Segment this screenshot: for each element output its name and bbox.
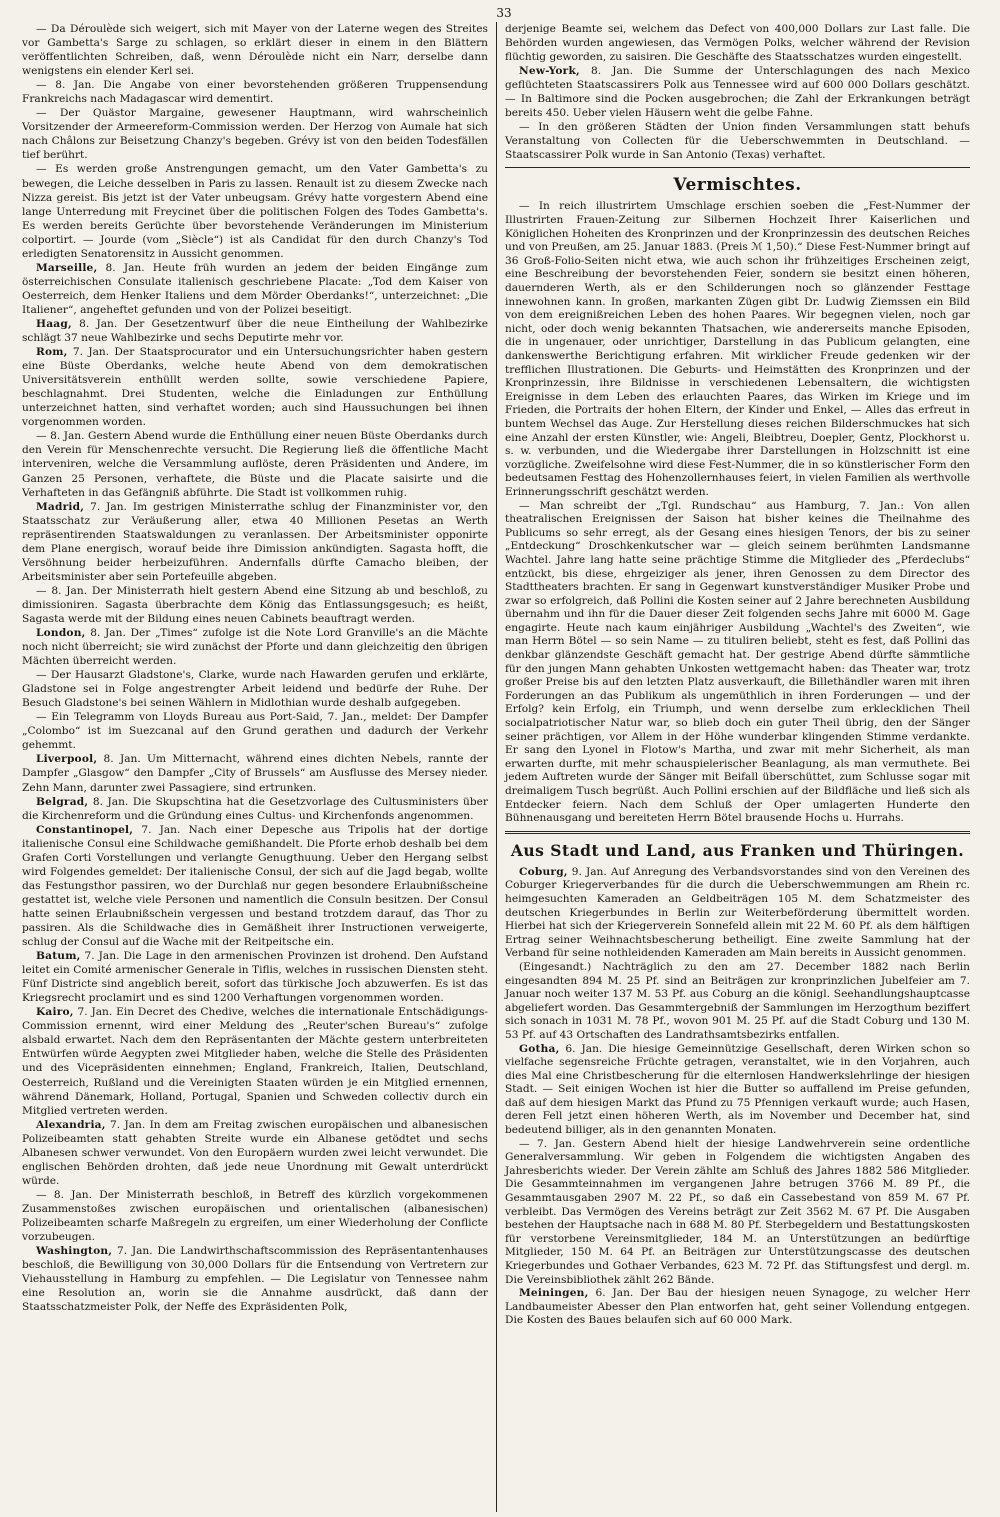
dateline-place: New-York,: [519, 65, 580, 78]
dateline-place: Marseille,: [36, 261, 98, 274]
dispatch-text: 6. Jan. Der Bau der hiesigen neuen Synagoge, zu welcher Herr Landbaumeister Abesser den Plan entworfen hat, geht seiner Vollendung entgegen. Die Kosten des Baues belaufen sich auf 60 000 Mark.: [505, 1287, 970, 1327]
dispatch-text: 7. Jan. Die Landwirthschaftscommission des Repräsentantenhauses beschloß, die Bewilligung von 30,000 Dollars für die Entsendung von Vertretern zur Viehausstellung in Hamburg zu empfehlen. — Die Legislatur von Tennessee nahm eine Resolution an, worin sie die Annahme ausdrückt, daß dann der Staatsschatzmeister Polk, der Neffe des Expräsidenten Polk,: [22, 1245, 488, 1314]
dateline-place: Madrid,: [36, 500, 85, 513]
section-divider: [505, 167, 970, 168]
dateline-place: Rom,: [36, 346, 68, 359]
article-paragraph: — 7. Jan. Gestern Abend hielt der hiesige Landwehrverein seine ordentliche Generalversammlung. Wir geben in Folgendem die wichtigsten Angaben des Jahresberichts wieder. Der Verein zählte am Schluß des Jahres 1882 586 Mitglieder. Die Gesammteinnahmen im vergangenen Jahre betrugen 3766 M. 89 Pf., die Gesammtausgaben 2907 M. 22 Pf., so daß ein Cassebestand von 859 M. 67 Pf. verbleibt. Das Vermögen des Vereins beträgt zur Zeit 3562 M. 67 Pf. Die Ausgaben bestehen der Hauptsache nach in 688 M. 80 Pf. Sterbegeldern und Bestattungskosten für verstorbene Vereinsmitglieder, 184 M. an Unterstützungen an bedürftige Mitglieder, 150 M. 64 Pf. an Beiträgen zur Unterstützungscasse des deutschen Kriegerbundes und Gothaer Verbandes, 623 M. 72 Pf. das Stiftungsfest und dergl. m. Die Vereinsbibliothek zählt 262 Bände.: [505, 1137, 970, 1286]
dispatch-kairo: [22, 1005, 488, 1117]
dispatch-london: [22, 626, 488, 668]
dispatch-gotha: [505, 1043, 970, 1138]
article-paragraph: — Der Quästor Margaine, gewesener Hauptmann, wird wahrscheinlich Vorsitzender der Armeereform-Commission werden. Der Herzog von Aumale hat sich nach Châlons zur Beisetzung Chanzy's begeben. Grévy ist von den beiden Todesfällen tief berührt.: [22, 107, 488, 162]
dispatch-madrid: [22, 500, 488, 584]
dispatch-coburg: [505, 866, 970, 961]
article-paragraph: — Da Déroulède sich weigert, sich mit Mayer von der Laterne wegen des Streites vor Gambetta's Sarge zu schlagen, so erklärt dieser in einem in den Blättern veröffentlichten Schreiben, daß, wenn Déroulède nicht ein Narr, derselbe dann wenigstens ein elender Kerl sei.: [22, 23, 488, 78]
article-paragraph: — In reich illustrirtem Umschlage erschien soeben die „Fest-Nummer der Illustrirten Frauen-Zeitung zur Silbernen Hochzeit Ihrer Kaiserlichen und Königlichen Hoheiten des Kronprinzen und der Kronprinzessin des deutschen Reiches und von Preußen, am 25. Januar 1883. (Preis ℳ 1,50).“ Diese Fest-Nummer bringt auf 36 Groß-Folio-Seiten nicht etwa, wie auch schon ihr frühzeitiges Erscheinen zeigt, eine Beschreibung der bevorstehenden Feier, sondern sie besitzt einen höheren, dauernderen Werth, als er den Schilderungen noch so glänzender Festtage innewohnen kann. In großen, markanten Zügen gibt Dr. Ludwig Ziemssen ein Bild von dem ereignißreichen Leben des hohen Paares. Wir begegnen vielen, noch gar nicht, oder doch wenig bekannten Thatsachen, wie andererseits manche Episoden, die in ungenauer, oder unrichtiger, Darstellung in das Publicum gelangten, eine dankenswerthe Berichtigung erfahren. Mit wirklicher Freude gedenken wir der trefflichen Illustrationen. Die Geburts- und Heimstätten des Kronprinzen und der Kronprinzessin, ihre Bildnisse in verschiedenen Lebensaltern, die wichtigsten Ereignisse in dem Leben des erlauchten Paares, das Wirken im Kriege und im Frieden, die Portraits der hohen Eltern, der Kinder und Enkel, — Alles das erfreut in buntem Wechsel das Auge. Zur Herstellung dieses reichen Bilderschmuckes hat sich eine Anzahl der ersten Künstler, wie: Angeli, Bleibtreu, Doepler, Gentz, Plockhorst u. s. w. verbunden, und die Wiedergabe ihrer Darstellungen in Holzschnitt ist eine vorzügliche. Zweifelsohne wird diese Fest-Nummer, die in so künstlerischer Form den bedeutsamen Festtag des Hohenzollernhauses feiert, in vielen Familien als werthvolle Erinnerungsschrift geschätzt werden.: [505, 200, 970, 498]
dispatch-liverpool: [22, 752, 488, 794]
dateline-place: Washington,: [36, 1245, 113, 1258]
dispatch-rom: [22, 345, 488, 429]
dispatch-newyork: [505, 64, 970, 120]
dateline-place: Coburg,: [519, 865, 568, 878]
dispatch-alexandria: [22, 1118, 488, 1188]
article-paragraph: — 8. Jan. Die Angabe von einer bevorstehenden größeren Truppensendung Frankreichs nach Madagascar wird dementirt.: [22, 79, 488, 106]
section-title-stadt-und-land: Aus Stadt und Land, aus Franken und Thüringen.: [510, 840, 965, 860]
article-paragraph: — In den größeren Städten der Union finden Versammlungen statt behufs Veranstaltung von Collecten für die Ueberschwemmten in Deutschland. — Staatscassirer Polk wurde in San Antonio (Texas) verhaftet.: [505, 121, 970, 162]
article-paragraph: — Ein Telegramm von Lloyds Bureau aus Port-Said, 7. Jan., meldet: Der Dampfer „Colombo“ ist im Suezcanal auf den Grund gerathen und dadurch der Verkehr gehemmt.: [22, 711, 488, 752]
dispatch-text: 8. Jan. Heute früh wurden an jedem der beiden Eingänge zum österreichischen Consulate italienisch geschriebene Placate: „Tod dem Kaiser von Oesterreich, dem Henker Italiens und dem Mörder Oberdanks!“, unterzeichnet: „Die Italiener“, angeheftet gefunden und von der Polizei beseitigt.: [22, 261, 488, 316]
dateline-place: Batum,: [36, 950, 81, 963]
dateline-place: Kairo,: [36, 1006, 74, 1019]
right-column: [496, 22, 970, 1512]
dateline-place: Meiningen,: [519, 1287, 589, 1300]
dispatch-text: 8. Jan. Der Gesetzentwurf über die neue Eintheilung der Wahlbezirke schlägt 37 neue Wahlbezirke und sechs Deputirte mehr vor.: [22, 317, 488, 345]
columns: [22, 22, 986, 1512]
section-divider: [505, 831, 970, 834]
dateline-place: Gotha,: [519, 1042, 560, 1055]
dispatch-text: 9. Jan. Auf Anregung des Verbandsvorstandes sind von den Vereinen des Coburger Kriegerverbandes für die durch die Ueberschwemmungen am Rhein rc. heimgesuchten Kameraden an Geldbeiträgen 105 M. dem Schatzmeister des deutschen Kriegerbundes in Berlin zur Weiterbeförderung übermittelt worden. Hierbei hat sich der Kriegerverein Sonnefeld allein mit 22 M. 60 Pf. als dem hälftigen Ertrag seiner Weihnachtsbescherung betheiligt. Eine zweite Sammlung hat der Verband für seine nothleidenden Kameraden am Main bereits in Aussicht genommen.: [505, 865, 970, 960]
article-paragraph: (Eingesandt.) Nachträglich zu den am 27. December 1882 nach Berlin eingesandten 894 M. 25 Pf. sind an Beiträgen zur kronprinzlichen Jubelfeier am 7. Januar noch weiter 137 M. 53 Pf. aus Coburg an die königl. Seehandlungshauptcasse abgeliefert worden. Das Gesammtergebniß der Sammlungen im Herzogthum beziffert sich sonach in 1031 M. 78 Pf., wovon 901 M. 25 Pf. auf die Stadt Coburg und 130 M. 53 Pf. auf 43 Ortschaften des Landrathsamtsbezirks entfallen.: [505, 960, 970, 1041]
dispatch-text: 7. Jan. Ein Decret des Chedive, welches die internationale Entschädigungs-Commission ernennt, wird einer Meldung des „Reuter'schen Bureau's“ zufolge alsbald erwartet. Nach dem den Repräsentanten der Mächte gestern unterbreiteten Entwürfen würde Aegypten zwei Mitglieder haben, welche die Stelle des Präsidenten und des Vicepräsidenten einnehmen; England, Frankreich, Italien, Deutschland, Oesterreich, Rußland und die Vereinigten Staaten würden je ein Mitglied ernennen, während Dänemark, Holland, Portugal, Spanien und Schweden collectiv durch ein Mitglied vertreten werden.: [22, 1006, 488, 1117]
dispatch-text: 8. Jan. Um Mitternacht, während eines dichten Nebels, rannte der Dampfer „Glasgow“ den Dampfer „City of Brussels“ am Ausflusse des Mersey nieder. Zehn Mann, darunter zwei Passagiere, sind ertrunken.: [22, 753, 488, 794]
article-paragraph: — 8. Jan. Gestern Abend wurde die Enthüllung einer neuen Büste Oberdanks durch den Verein für Menschenrechte versucht. Die Regierung ließ die öffentliche Macht interveniren, welche die Versammlung auflöste, deren Präsidenten und Andere, im Ganzen 25 Personen, verhaftete, die Büste und die Placate saisirte und die Verhafteten in das Gefängniß abführte. Die Stadt ist vollkommen ruhig.: [22, 430, 488, 499]
dispatch-text: 8. Jan. Die Summe der Unterschlagungen des nach Mexico geflüchteten Staatscassirers Polk aus Tennessee wird auf 600 000 Dollars geschätzt. — In Baltimore sind die Pocken ausgebrochen; die Zahl der Erkrankungen beträgt bereits 450. Ueber vielen Häusern weht die gelbe Fahne.: [505, 65, 970, 120]
dispatch-belgrad: [22, 795, 488, 823]
dispatch-meiningen: [505, 1287, 970, 1328]
dispatch-text: 7. Jan. Nach einer Depesche aus Tripolis hat der dortige italienische Consul eine Schildwache gemißhandelt. Die Pforte erhob deshalb bei dem Grafen Corti Vorstellungen und verlangte Genugthuung. Ueber den Hergang selbst wird Folgendes gemeldet: Der italienische Consul, der sich auf die Jagd begab, wollte das Festungsthor passiren, wo der Durchlaß nur gegen besondere Erlaubnißscheine gestattet ist, welche viele Personen und namentlich die Consuln besitzen. Der Consul hatte seinen Erlaubnißschein vergessen und bestand trotzdem darauf, das Thor zu passiren. Als die Schildwache dies in Gemäßheit ihrer Instructionen verweigerte, schlug der Consul auf die Wache mit der Reitpeitsche ein.: [22, 823, 488, 949]
dateline-place: Belgrad,: [36, 795, 89, 808]
dateline-place: Alexandria,: [36, 1118, 106, 1131]
section-title-vermischtes: Vermischtes.: [673, 175, 802, 196]
dateline-place: London,: [36, 627, 86, 640]
dispatch-constantinopel: [22, 823, 488, 949]
dispatch-washington: [22, 1244, 488, 1314]
article-paragraph: — Der Hausarzt Gladstone's, Clarke, wurde nach Hawarden gerufen und erklärte, Gladstone sei in Folge angestrengter Arbeit leidend und bedürfe der Ruhe. Der Besuch Gladstone's bei seinen Wählern in Midlothian wurde deshalb aufgegeben.: [22, 669, 488, 710]
dateline-place: Liverpool,: [36, 753, 98, 766]
article-paragraph: — Es werden große Anstrengungen gemacht, um den Vater Gambetta's zu bewegen, die Leiche desselben in Paris zu lassen. Renault ist zu diesem Zwecke nach Nizza gereist. Bis jetzt ist der Vater unbeugsam. Grévy hatte vorgestern Abend eine lange Unterredung mit Freycinet über die politischen Folgen des Todes Gambetta's. Es werden bereits Gerüchte über bevorstehende Veränderungen im Ministerium colportirt. — Jourde (vom „Siècle“) ist als Candidat für den durch Chanzy's Tod erledigten Senatorensitz in Aussicht genommen.: [22, 163, 488, 260]
article-continuation: derjenige Beamte sei, welchem das Defect von 400,000 Dollars zur Last falle. Die Behörden wurden angewiesen, das Vermögen Polks, welcher während der Revision flüchtig geworden, zu saisiren. Die Geschäfte des Staatsschatzes wurden eingestellt.: [505, 23, 970, 64]
dispatch-haag: [22, 317, 488, 345]
left-column: [22, 22, 496, 1512]
dispatch-batum: [22, 949, 488, 1005]
dispatch-text: 7. Jan. In dem am Freitag zwischen europäischen und albanesischen Polizeibeamten statt gehabten Streite wurde ein Albanese getödtet und sechs Albanesen schwer verwundet. Von den Europäern wurden zwei leicht verwundet. Die englischen Behörden drohten, daß jede neue Unordnung mit Gewalt unterdrückt würde.: [22, 1118, 488, 1187]
dispatch-text: 6. Jan. Die hiesige Gemeinnützige Gesellschaft, deren Wirken schon so vielfache segensreiche Früchte getragen, veranstaltet, wie in den Vorjahren, auch dies Mal eine Christbescherung für die elternlosen Handwerkslehrlinge der hiesigen Stadt. — Seit einigen Wochen ist hier die Butter so auffallend im Preise gefunden, daß auf dem hiesigen Markt das Pfund zu 75 Pfennigen verkauft wurde; auch Hasen, deren Fell jetzt einen höheren Werth, als im November und December hat, sind bedeutend billiger, als in den genannten Monaten.: [505, 1042, 970, 1137]
dispatch-text: 7. Jan. Im gestrigen Ministerrathe schlug der Finanzminister vor, den Staatsschatz zur Veräußerung aller, etwa 40 Millionen Pesetas an Werth repräsentirenden Staatswaldungen zu veranlassen. Der Arbeitsminister opponirte dem Plane energisch, worauf beide ihre Dimission ankündigten. Sagasta hofft, die Versöhnung beider herbeizuführen. Andernfalls dürfte Camacho bleiben, der Arbeitsminister aber sein Portefeuille abgeben.: [22, 500, 488, 583]
dateline-place: Haag,: [36, 317, 72, 330]
article-paragraph: — 8. Jan. Der Ministerrath beschloß, in Betreff des kürzlich vorgekommenen Zusammenstoßes zwischen europäischen und orientalischen (albanesischen) Polizeibeamten scharfe Maßregeln zu ergreifen, um einer Wiederholung der Conflicte vorzubeugen.: [22, 1188, 488, 1244]
dispatch-text: 7. Jan. Die Lage in den armenischen Provinzen ist drohend. Den Aufstand leitet ein Comité armenischer Generale in Tiflis, welches in russischen Diensten steht. Fünf Districte sind angeblich bereit, sofort das türkische Joch abzuwerfen. Es ist das Kriegsrecht proclamirt und es sind 1200 Verhaftungen vorgenommen worden.: [22, 950, 488, 1005]
dispatch-text: 7. Jan. Der Staatsprocurator und ein Untersuchungsrichter haben gestern eine Büste Oberdanks, welche heute Abend von dem demokratischen Universitätsverein enthüllt werden sollte, sowie verschiedene Papiere, beschlagnahmt. Drei Studenten, welche die Einladungen zur Enthüllung unterzeichnet hatten, sind verhaftet worden; auch sind Haussuchungen bei ihnen vorgenommen worden.: [22, 346, 488, 429]
dispatch-text: 8. Jan. Der „Times“ zufolge ist die Note Lord Granville's an die Mächte noch nicht überreicht; sie wird zunächst der Pforte und dann gleichzeitig den übrigen Mächten überreicht werden.: [22, 627, 488, 668]
article-paragraph: — 8. Jan. Der Ministerrath hielt gestern Abend eine Sitzung ab und beschloß, zu dimissioniren. Sagasta überbrachte dem König das Entlassungsgesuch; es heißt, Sagasta werde mit der Bildung eines neuen Cabinets beauftragt werden.: [22, 584, 488, 625]
dispatch-marseille: [22, 261, 488, 317]
dispatch-text: 8. Jan. Die Skupschtina hat die Gesetzvorlage des Cultusministers über die Kirchenreform und die Gründung eines Cultus- und Kirchenfonds angenommen.: [22, 795, 488, 822]
dateline-place: Constantinopel,: [36, 823, 134, 836]
page-number: 33: [496, 6, 512, 20]
article-paragraph: — Man schreibt der „Tgl. Rundschau“ aus Hamburg, 7. Jan.: Von allen theatralischen Ereignissen der Saison hat bisher keines die Theilnahme des Publicums so sehr erregt, als der Gesang eines hiesigen Tenors, der bis zu seiner „Entdeckung“ Droschkenkutscher war — gleich seinem berühmten Landsmanne Wachtel. Jahre lang hatte seine prächtige Stimme die Mitglieder des „Pferdeclubs“ entzückt, bis diese, ehrgeiziger als jener, ihren Genossen zu dem Director des Stadttheaters brachten. Er sang in Gegenwart kunstverständiger Musiker Probe und zwar so erfolgreich, daß Pollini die Kosten seiner auf 2 Jahre berechneten Ausbildung übernahm und ihn für die Dauer dieser Zeit folgenden sechs Jahre mit 6000 M. Gage engagirte. Heute nach kaum einjähriger Ausbildung „Wachtel's des Zweiten“, wie man Herrn Bötel — so sein Name — zu tituliren beliebt, steht es fest, daß Pollini das denkbar glänzendste Geschäft gemacht hat. Der gestrige Abend dürfte sämmtliche für den jungen Mann gehabten Unkosten wettgemacht haben: das Theater war, trotz großer Preise bis auf den letzten Platz ausverkauft, die Billethändler waren mit ihren Forderungen an das Publikum als ungemüthlich in ihren Forderungen — und der Erfolg? kein Erfolg, ein Triumph, und wenn derselbe zum erklecklichen Theil socialpatriotischer Natur war, so blieb doch ein guter Theil übrig, den der Sänger seiner prächtigen, vor Allem in der Höhe wunderbar klingenden Stimme verdankte. Er sang den Lyonel in Flotow's Martha, und zwar mit mehr Sicherheit, als man erwarten durfte, mit mehr schauspielerischer Beanlagung, als man vermuthete. Bei jedem Auftreten wurde der Sänger mit Beifall überschüttet, zum Schlusse sogar mit dreimaligem Tusch begrüßt. Auch Pollini erschien auf der Bildfläche und ließ sich als Entdecker feiern. Nach dem Schluß der Oper umlagerten Hunderte den Bühnenausgang und bereiteten Herrn Bötel brausende Hochs u. Hurrahs.: [505, 499, 970, 825]
